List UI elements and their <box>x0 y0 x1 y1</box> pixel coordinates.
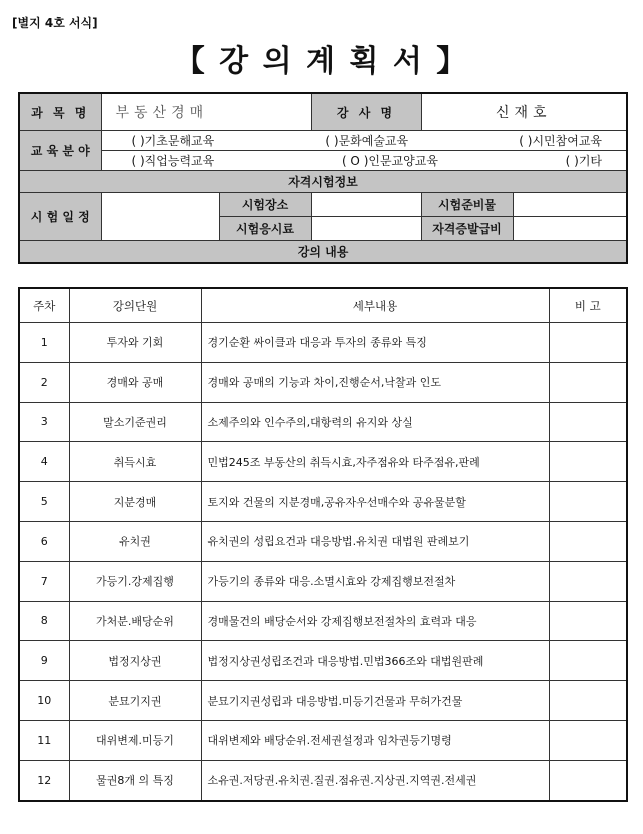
detail-cell: 법정지상권성립조건과 대응방법.민법366조와 대법원판례 <box>201 641 549 681</box>
note-cell <box>549 521 627 561</box>
detail-cell: 경매와 공매의 기능과 차이,진행순서,낙찰과 인도 <box>201 362 549 402</box>
category-basic-literacy: ( )기초문해교육 <box>131 134 215 148</box>
field-label: 교 육 분 야 <box>19 131 101 171</box>
exam-venue-value <box>311 193 421 217</box>
note-cell <box>549 681 627 721</box>
unit-cell: 지분경매 <box>69 482 201 522</box>
category-vocational: ( )직업능력교육 <box>131 154 215 168</box>
week-cell: 2 <box>19 362 69 402</box>
unit-cell: 유치권 <box>69 521 201 561</box>
unit-header: 강의단원 <box>69 288 201 323</box>
week-cell: 4 <box>19 442 69 482</box>
week-cell: 10 <box>19 681 69 721</box>
week-cell: 7 <box>19 561 69 601</box>
exam-section-title: 자격시험정보 <box>19 171 627 193</box>
subject-value: 부동산경매 <box>101 93 311 131</box>
unit-cell: 법정지상권 <box>69 641 201 681</box>
detail-cell: 대위변제와 배당순위.전세권설정과 임차권등기명령 <box>201 720 549 760</box>
detail-cell: 경기순환 싸이클과 대응과 투자의 종류와 특징 <box>201 323 549 363</box>
note-cell <box>549 362 627 402</box>
cert-fee-value <box>513 217 627 241</box>
week-cell: 1 <box>19 323 69 363</box>
note-cell <box>549 323 627 363</box>
unit-cell: 취득시효 <box>69 442 201 482</box>
unit-cell: 가등기.강제집행 <box>69 561 201 601</box>
detail-cell: 토지와 건물의 지분경매,공유자우선매수와 공유물분할 <box>201 482 549 522</box>
lecturer-value: 신재호 <box>421 93 627 131</box>
unit-cell: 대위변제.미등기 <box>69 720 201 760</box>
category-civic-participation: ( )시민참여교육 <box>519 134 603 148</box>
table-row <box>19 323 627 363</box>
table-row <box>19 601 627 641</box>
note-cell <box>549 402 627 442</box>
table-row <box>19 720 627 760</box>
category-other: ( )기타 <box>565 154 603 168</box>
table-row <box>19 402 627 442</box>
week-cell: 5 <box>19 482 69 522</box>
lecture-section-title: 강의 내용 <box>19 241 627 264</box>
category-humanities: ( O )인문교양교육 <box>341 154 438 168</box>
table-row <box>19 521 627 561</box>
category-row-2 <box>101 151 627 171</box>
detail-header: 세부내용 <box>201 288 549 323</box>
note-cell <box>549 442 627 482</box>
detail-cell: 소제주의와 인수주의,대항력의 유지와 상실 <box>201 402 549 442</box>
category-row-1 <box>101 131 627 151</box>
table-row <box>19 641 627 681</box>
lecturer-label: 강 사 명 <box>311 93 421 131</box>
week-cell: 8 <box>19 601 69 641</box>
detail-cell: 민법245조 부동산의 취득시효,자주점유와 타주점유,판례 <box>201 442 549 482</box>
table-row <box>19 362 627 402</box>
unit-cell: 가처분.배당순위 <box>69 601 201 641</box>
exam-fee-value <box>311 217 421 241</box>
week-cell: 12 <box>19 760 69 800</box>
note-cell <box>549 641 627 681</box>
note-header: 비 고 <box>549 288 627 323</box>
week-cell: 6 <box>19 521 69 561</box>
week-cell: 3 <box>19 402 69 442</box>
note-cell <box>549 760 627 800</box>
subject-label: 과 목 명 <box>19 93 101 131</box>
cert-fee-label: 자격증발급비 <box>421 217 513 241</box>
page-title: 【 강 의 계 획 서 】 <box>174 44 469 79</box>
table-row <box>19 442 627 482</box>
unit-cell: 말소기준권리 <box>69 402 201 442</box>
week-cell: 9 <box>19 641 69 681</box>
exam-schedule-value <box>101 193 219 241</box>
exam-venue-label: 시험장소 <box>219 193 311 217</box>
table-row <box>19 760 627 800</box>
week-header: 주차 <box>19 288 69 323</box>
exam-supplies-value <box>513 193 627 217</box>
lecture-table <box>18 287 628 802</box>
category-culture-arts: ( )문화예술교육 <box>325 134 409 148</box>
form-number: [별지 4호 서식] <box>12 16 98 30</box>
note-cell <box>549 720 627 760</box>
detail-cell: 유치권의 성립요건과 대응방법.유치권 대법원 판례보기 <box>201 521 549 561</box>
detail-cell: 가등기의 종류와 대응.소멸시효와 강제집행보전절차 <box>201 561 549 601</box>
week-cell: 11 <box>19 720 69 760</box>
exam-supplies-label: 시험준비물 <box>421 193 513 217</box>
table-row <box>19 561 627 601</box>
detail-cell: 분묘기지권성립과 대응방법.미등기건물과 무허가건물 <box>201 681 549 721</box>
unit-cell: 경매와 공매 <box>69 362 201 402</box>
exam-fee-label: 시험응시료 <box>219 217 311 241</box>
unit-cell: 물권8개 의 특징 <box>69 760 201 800</box>
exam-schedule-label: 시 험 일 정 <box>19 193 101 241</box>
unit-cell: 분묘기지권 <box>69 681 201 721</box>
note-cell <box>549 561 627 601</box>
note-cell <box>549 482 627 522</box>
detail-cell: 경매물건의 배당순서와 강제집행보전절차의 효력과 대응 <box>201 601 549 641</box>
table-row <box>19 681 627 721</box>
unit-cell: 투자와 기회 <box>69 323 201 363</box>
note-cell <box>549 601 627 641</box>
info-table <box>18 92 628 264</box>
detail-cell: 소유권.저당권.유치권.질권.점유권.지상권.지역권.전세권 <box>201 760 549 800</box>
table-row <box>19 482 627 522</box>
